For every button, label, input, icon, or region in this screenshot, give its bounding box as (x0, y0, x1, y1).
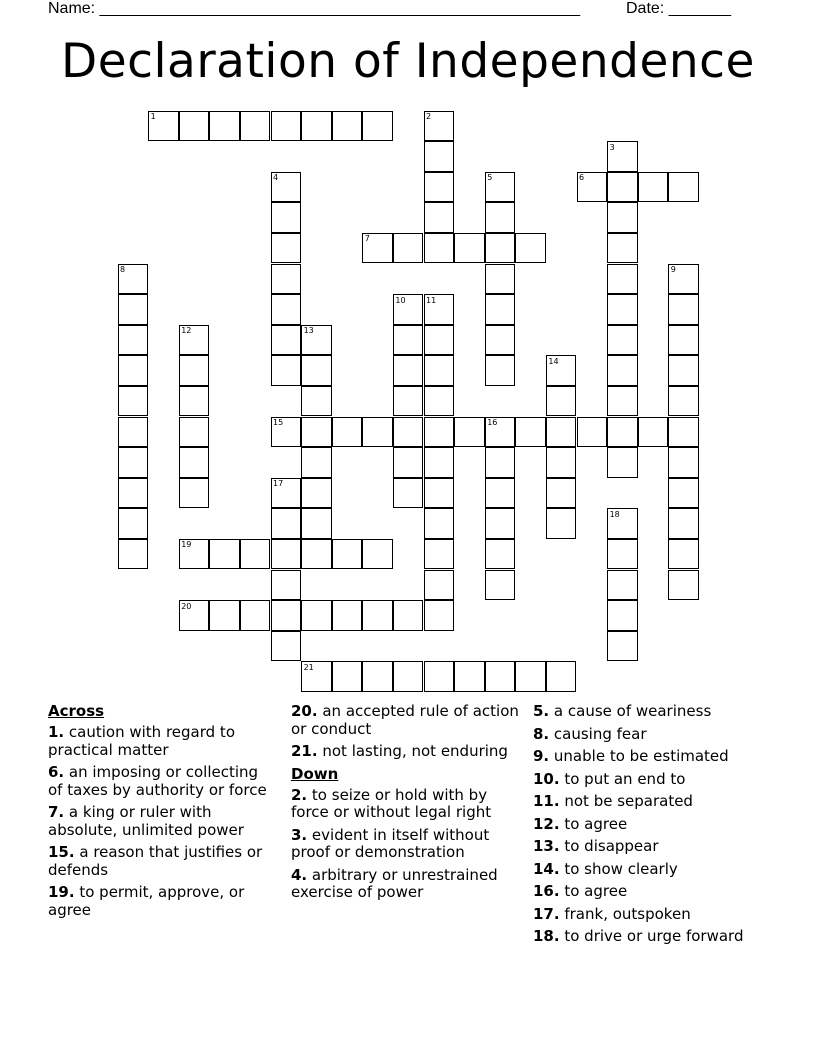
clue-down-3: 3. evident in itself without proof or demonstration (291, 825, 490, 861)
grid-cell[interactable] (179, 386, 210, 417)
clue-number: 16 (487, 418, 498, 427)
grid-cell[interactable] (607, 264, 638, 295)
clue-number: 13 (303, 326, 314, 336)
grid-cell[interactable] (240, 111, 271, 142)
date-field-label[interactable]: Date: _______ (626, 0, 731, 17)
clue-across-15: 15. a reason that justifies or defends (48, 843, 263, 879)
clue-across-20: 20. an accepted rule of action or conduct (291, 702, 519, 738)
clue-number: 15 (273, 418, 284, 427)
grid-cell[interactable] (485, 478, 516, 509)
grid-cell[interactable] (424, 355, 455, 386)
grid-cell[interactable] (485, 202, 516, 233)
grid-cell[interactable] (271, 355, 302, 386)
grid-cell[interactable] (332, 600, 363, 631)
grid-cell[interactable] (301, 600, 332, 631)
grid-cell[interactable] (393, 325, 424, 356)
clue-number: 9 (670, 265, 676, 274)
grid-cell[interactable] (424, 325, 455, 356)
grid-cell[interactable] (668, 539, 699, 570)
clue-number: 18 (609, 509, 620, 519)
grid-cell[interactable] (546, 478, 577, 509)
grid-cell[interactable] (118, 325, 149, 356)
grid-cell[interactable] (301, 417, 332, 448)
grid-cell[interactable] (454, 417, 485, 448)
grid-cell[interactable] (424, 386, 455, 417)
grid-cell[interactable] (485, 539, 516, 570)
grid-cell[interactable] (271, 264, 302, 295)
grid-cell[interactable] (515, 417, 546, 448)
clue-number: 7 (364, 234, 370, 244)
grid-cell[interactable] (607, 325, 638, 356)
grid-cell[interactable] (271, 325, 302, 356)
grid-cell[interactable] (485, 661, 516, 692)
grid-cell[interactable] (271, 294, 302, 325)
grid-cell[interactable] (668, 478, 699, 509)
grid-cell[interactable] (393, 233, 424, 264)
grid-cell[interactable] (209, 539, 240, 570)
grid-cell[interactable] (271, 508, 302, 539)
clue-number: 8 (120, 265, 126, 274)
clue-number: 5 (487, 173, 493, 183)
clue-number: 14 (548, 356, 559, 366)
grid-cell[interactable] (118, 386, 149, 417)
grid-cell[interactable] (668, 325, 699, 356)
grid-cell[interactable] (607, 539, 638, 570)
grid-cell[interactable] (424, 539, 455, 570)
grid-cell[interactable] (301, 478, 332, 509)
clue-down-8: 8. causing fear (533, 724, 647, 743)
clue-number: 12 (181, 326, 192, 336)
grid-cell[interactable] (393, 386, 424, 417)
clue-down-17: 17. frank, outspoken (533, 904, 691, 923)
grid-cell[interactable] (271, 570, 302, 601)
clue-number: 1 (150, 112, 156, 121)
grid-cell[interactable] (393, 417, 424, 448)
grid-cell[interactable] (546, 386, 577, 417)
grid-cell[interactable] (301, 355, 332, 386)
clues-column-3 (533, 703, 803, 951)
clue-down-9: 9. unable to be estimated (533, 747, 729, 765)
grid-cell[interactable] (424, 172, 455, 203)
grid-cell[interactable] (179, 355, 210, 386)
clue-down-14: 14. to show clearly (533, 859, 678, 878)
grid-cell[interactable] (362, 661, 393, 692)
grid-cell[interactable] (607, 355, 638, 386)
grid-cell[interactable] (240, 539, 271, 570)
clue-across-19: 19. to permit, approve, or agree (48, 883, 245, 919)
grid-cell[interactable] (607, 447, 638, 478)
grid-cell[interactable] (118, 447, 149, 478)
clue-number: 21 (303, 662, 314, 672)
grid-cell[interactable] (546, 447, 577, 478)
clue-down-13: 13. to disappear (533, 837, 659, 855)
grid-cell[interactable] (607, 294, 638, 325)
grid-cell[interactable] (393, 355, 424, 386)
clues-column-1 (48, 703, 273, 924)
grid-cell[interactable] (485, 325, 516, 356)
grid-cell[interactable] (271, 202, 302, 233)
grid-cell[interactable] (638, 417, 669, 448)
grid-cell[interactable] (179, 447, 210, 478)
grid-cell[interactable] (271, 631, 302, 662)
grid-cell[interactable] (485, 508, 516, 539)
grid-cell[interactable] (332, 111, 363, 142)
grid-cell[interactable] (209, 111, 240, 142)
grid-cell[interactable] (424, 447, 455, 478)
clue-across-6: 6. an imposing or collecting of taxes by authority or force (48, 763, 267, 799)
grid-cell[interactable] (362, 111, 393, 142)
clue-number: 6 (579, 173, 585, 183)
grid-cell[interactable] (485, 294, 516, 325)
grid-cell[interactable] (362, 600, 393, 631)
name-field-label[interactable]: Name: ______________________________________________________ (48, 0, 581, 17)
grid-cell[interactable] (424, 661, 455, 692)
grid-cell[interactable] (454, 661, 485, 692)
grid-cell[interactable] (118, 508, 149, 539)
grid-cell[interactable] (301, 386, 332, 417)
grid-cell[interactable] (668, 570, 699, 601)
grid-cell[interactable] (271, 233, 302, 264)
page-title: Declaration of Independence (61, 34, 755, 89)
clue-number: 10 (395, 295, 406, 305)
grid-cell[interactable] (607, 233, 638, 264)
grid-cell[interactable] (607, 570, 638, 601)
grid-cell[interactable] (485, 264, 516, 295)
grid-cell[interactable] (393, 478, 424, 509)
grid-cell[interactable] (301, 111, 332, 142)
grid-cell[interactable] (424, 141, 455, 172)
grid-cell[interactable] (668, 386, 699, 417)
clue-down-5: 5. a cause of weariness (533, 702, 712, 720)
across-heading: Across (48, 702, 105, 720)
grid-cell[interactable] (668, 447, 699, 478)
grid-cell[interactable] (607, 202, 638, 233)
grid-cell[interactable] (607, 600, 638, 631)
grid-cell[interactable] (424, 478, 455, 509)
grid-cell[interactable] (240, 600, 271, 631)
grid-cell[interactable] (332, 661, 363, 692)
grid-cell[interactable] (362, 417, 393, 448)
grid-cell[interactable] (607, 386, 638, 417)
grid-cell[interactable] (546, 661, 577, 692)
grid-cell[interactable] (362, 539, 393, 570)
clue-number: 3 (609, 142, 615, 152)
grid-cell[interactable] (393, 600, 424, 631)
grid-cell[interactable] (301, 447, 332, 478)
down-heading: Down (291, 764, 339, 783)
grid-cell[interactable] (454, 233, 485, 264)
grid-cell[interactable] (668, 355, 699, 386)
grid-cell[interactable] (485, 570, 516, 601)
clue-number: 4 (273, 173, 279, 183)
grid-cell[interactable] (424, 570, 455, 601)
grid-cell[interactable] (179, 417, 210, 448)
grid-cell[interactable] (485, 355, 516, 386)
grid-cell[interactable] (118, 478, 149, 509)
grid-cell[interactable] (638, 172, 669, 203)
grid-cell[interactable] (271, 111, 302, 142)
grid-cell[interactable] (179, 478, 210, 509)
grid-cell[interactable] (424, 600, 455, 631)
grid-cell[interactable] (179, 111, 210, 142)
grid-cell[interactable] (607, 417, 638, 448)
clue-number: 20 (181, 601, 192, 611)
grid-cell[interactable] (332, 539, 363, 570)
grid-cell[interactable] (668, 508, 699, 539)
grid-cell[interactable] (668, 417, 699, 448)
grid-cell[interactable] (668, 294, 699, 325)
grid-cell[interactable] (424, 202, 455, 233)
grid-cell[interactable] (301, 539, 332, 570)
grid-cell[interactable] (485, 447, 516, 478)
grid-cell[interactable] (118, 417, 149, 448)
clue-down-18: 18. to drive or urge forward (533, 927, 744, 945)
clue-across-1: 1. caution with regard to practical matter (48, 723, 235, 759)
clue-down-4: 4. arbitrary or unrestrained exercise of power (291, 865, 498, 901)
grid-cell[interactable] (118, 539, 149, 570)
clue-across-21: 21. not lasting, not enduring (291, 742, 508, 760)
grid-cell[interactable] (118, 355, 149, 386)
grid-cell[interactable] (271, 539, 302, 570)
grid-cell[interactable] (577, 417, 608, 448)
grid-cell[interactable] (332, 417, 363, 448)
grid-cell[interactable] (607, 631, 638, 662)
grid-cell[interactable] (515, 661, 546, 692)
grid-cell[interactable] (546, 508, 577, 539)
clue-down-10: 10. to put an end to (533, 769, 686, 788)
clue-number: 11 (426, 295, 437, 305)
grid-cell[interactable] (393, 447, 424, 478)
grid-cell[interactable] (485, 233, 516, 264)
grid-cell[interactable] (424, 508, 455, 539)
clue-across-7: 7. a king or ruler with absolute, unlimited power (48, 803, 244, 839)
grid-cell[interactable] (546, 417, 577, 448)
clue-down-2: 2. to seize or hold with by force or without legal right (291, 785, 492, 821)
grid-cell[interactable] (668, 172, 699, 203)
clue-number: 19 (181, 540, 192, 550)
grid-cell[interactable] (271, 600, 302, 631)
clues-column-2 (291, 703, 519, 907)
grid-cell[interactable] (209, 600, 240, 631)
grid-cell[interactable] (607, 172, 638, 203)
clue-down-16: 16. to agree (533, 882, 628, 900)
grid-cell[interactable] (424, 417, 455, 448)
clue-down-12: 12. to agree (533, 814, 628, 833)
clue-number: 17 (273, 479, 284, 489)
clue-number: 2 (426, 112, 432, 121)
grid-cell[interactable] (424, 233, 455, 264)
grid-cell[interactable] (515, 233, 546, 264)
grid-cell[interactable] (118, 294, 149, 325)
grid-cell[interactable] (301, 508, 332, 539)
grid-cell[interactable] (393, 661, 424, 692)
clue-down-11: 11. not be separated (533, 792, 693, 810)
